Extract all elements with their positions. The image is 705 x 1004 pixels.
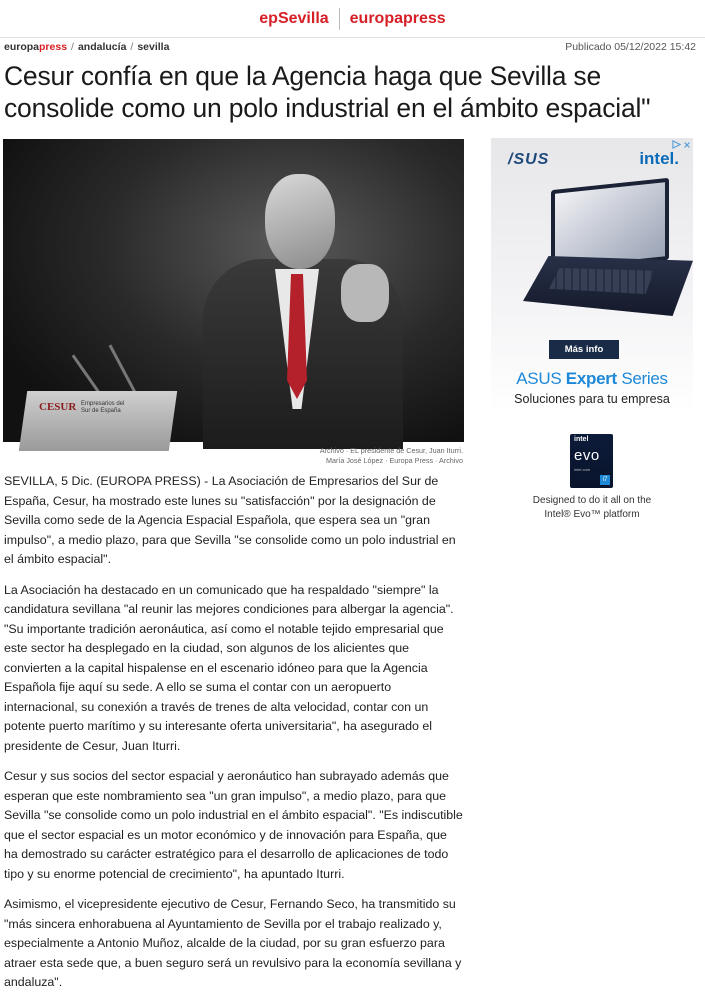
article-paragraph: Cesur y sus socios del sector espacial y aeronáutico han subrayado además que esperan que este nombramiento sea "un gran impulso", a medio plazo, para que Sevilla "se consolide como un polo industrial en el ámbito espacial". "Es indiscutible que el sector espacial es un motor económico y de innovación para España, que ha demostrado su carácter estratégico para el desarrollo de aplicaciones de todo tipo y su enorme potencial de crecimiento", ha apuntado Iturri. <box>4 769 463 881</box>
photo-speaker-head <box>265 174 335 269</box>
evo-text-line2: Intel® Evo™ platform <box>544 509 640 520</box>
breadcrumb-home-first: europa <box>4 41 40 53</box>
breadcrumb-home[interactable] <box>4 41 67 53</box>
more-info-button[interactable]: Más info <box>549 340 619 359</box>
europapress-logo[interactable] <box>350 10 446 28</box>
photo-lectern <box>19 391 177 451</box>
brand-logos <box>259 8 445 30</box>
expert-brand: ASUS <box>516 369 562 388</box>
article-paragraph: SEVILLA, 5 Dic. (EUROPA PRESS) - La Asociación de Empresarios del Sur de España, Cesur, ha mostrado este lunes su "satisfacción" por la designación de Sevilla como sede de la Agencia Espacial Española, que espera sea un "gran impulso", a medio plazo, para que Sevilla "se consolide como un polo industrial en el ámbito espacial". <box>4 474 456 566</box>
logo-press: press <box>403 9 446 27</box>
evo-intel-label: intel <box>574 436 589 443</box>
lectern-text: Empresarios del Sur de España <box>81 401 125 414</box>
expert-rest: Series <box>621 369 668 388</box>
logo-ep-city: Sevilla <box>277 9 329 27</box>
breadcrumb-item-sevilla[interactable]: sevilla <box>137 41 170 53</box>
breadcrumb <box>4 41 169 53</box>
expert-bold: Expert <box>565 369 617 388</box>
photo-hand <box>341 264 389 322</box>
expert-series-heading <box>491 369 693 389</box>
breadcrumb-separator: / <box>130 41 134 53</box>
logo-europa: europa <box>349 9 403 27</box>
photo-credit-line: María José López · Europa Press · Archivo <box>325 456 463 465</box>
breadcrumb-separator: / <box>71 41 74 53</box>
breadcrumb-home-second: press <box>39 41 68 53</box>
evo-text-line1: Designed to do it all on the <box>532 495 652 506</box>
evo-label: evo <box>574 447 600 464</box>
intel-evo-badge[interactable] <box>570 434 613 488</box>
article-paragraph: La Asociación ha destacado en un comunicado que ha respaldado "siempre" la candidatura sevillana "al reunir las mejores condiciones para albergar la agencia". "Su importante tradición aeronáutica, así como el notable tejido empresarial que este sector ha desplegado en la ciudad, son algunos de los alicientes que convierten a la capital hispalense en el escenario idóneo para que la Agencia Española fije aquí su sede. A ello se suma el contar con un aeropuerto internacional, su conexión a través de trenes de alta velocidad, contar con un potente puerto marítimo y su interesante oferta universitaria", ha asegurado el presidente de Cesur, Juan Iturri. <box>4 582 454 753</box>
evo-core-label: intel core <box>574 467 591 472</box>
photo-caption-line: Archivo · EL presidente de Cesur, Juan Iturri. <box>319 446 463 455</box>
epsevilla-logo[interactable] <box>259 10 328 28</box>
published-date: Publicado 05/12/2022 15:42 <box>565 41 696 53</box>
article-body <box>4 472 464 1004</box>
logo-divider <box>339 8 340 30</box>
photo-caption <box>300 446 463 466</box>
site-header <box>0 0 705 38</box>
asus-logo: /SUS <box>508 151 550 168</box>
article-headline: Cesur confía en que la Agencia haga que Sevilla se consolide como un polo industrial en el ámbito espacial" <box>4 61 651 123</box>
evo-gen-label: i7 <box>600 475 610 485</box>
evo-platform-text <box>521 494 663 522</box>
breadcrumb-item-andalucia[interactable]: andalucía <box>77 41 127 53</box>
article-paragraph: Asimismo, el vicepresidente ejecutivo de Cesur, Fernando Seco, ha transmitido su "más sincera enhorabuena al Ayuntamiento de Sevilla por el trabajo realizado y, especialmente a Antonio Muñoz, alcalde de la ciudad, por su gran esfuerzo para atraer esta sede que, a buen seguro será un revulsivo para la economía sevillana y andaluza". <box>4 897 462 989</box>
lectern-logo: CESUR <box>39 401 77 413</box>
intel-logo: intel. <box>639 149 679 168</box>
ad-tagline: Soluciones para tu empresa <box>514 392 670 406</box>
asus-advertisement[interactable] <box>491 138 693 414</box>
meta-row <box>4 40 696 54</box>
logo-ep-prefix: ep <box>259 9 278 27</box>
article-photo[interactable] <box>3 139 464 442</box>
